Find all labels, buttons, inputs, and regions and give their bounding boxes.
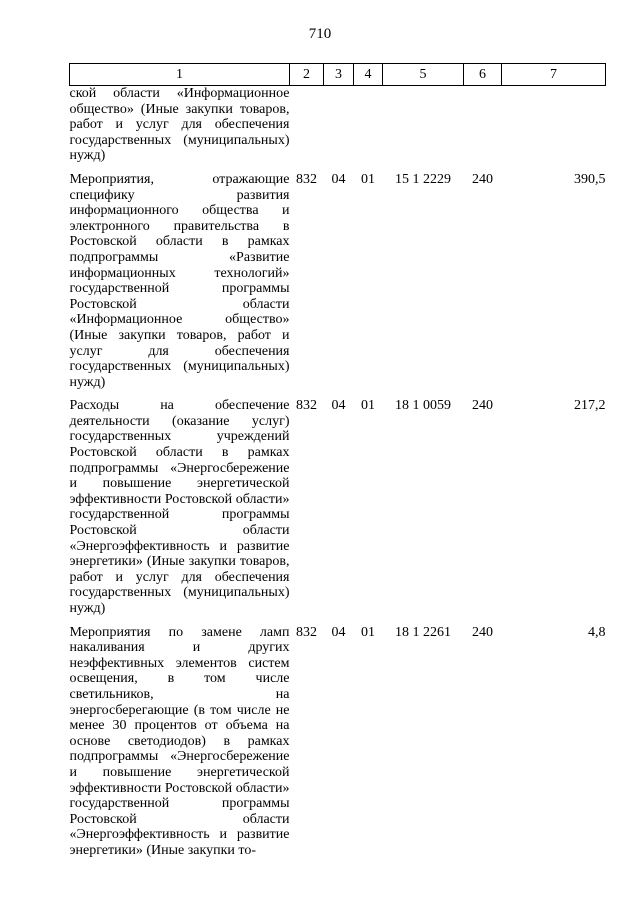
table-row [70, 398, 606, 616]
row-section: 04 [331, 171, 346, 187]
row-target-article: 15 1 2229 [395, 171, 451, 187]
row-description: Мероприятия, отражающие специфику развития информационного общества и электронного правительства в Ростовской области в рамках подпрограммы «Развитие информационных технологий» государственной программы Ростовской области «Информационное общество» (Иные закупки товаров, работ и услуг для обеспечения государственных (муниципальных) нужд) [69, 171, 290, 390]
row-subsection: 01 [361, 398, 375, 414]
row-target-article [383, 86, 464, 164]
column-header: 5 [383, 64, 464, 86]
row-description: ской области «Информационное общество» (Иные закупки товаров, работ и услуг для обеспечения государственных (муниципальных) нужд) [69, 86, 290, 164]
column-header: 3 [324, 64, 354, 86]
row-target-article: 18 1 0059 [395, 398, 451, 414]
row-spacer [70, 164, 606, 172]
row-target-article: 18 1 2261 [395, 624, 451, 640]
row-amount: 4,8 [588, 624, 606, 640]
row-admin-code: 832 [296, 171, 317, 187]
row-admin-code: 832 [296, 624, 317, 640]
column-header: 6 [464, 64, 502, 86]
column-header: 7 [502, 64, 606, 86]
row-expense-type: 240 [472, 624, 493, 640]
page-number: 710 [308, 26, 332, 42]
row-section [324, 86, 354, 164]
table-header-row [70, 64, 606, 86]
row-expense-type [464, 86, 502, 164]
row-amount [502, 86, 606, 164]
table-row [70, 172, 606, 390]
table-row [70, 86, 606, 164]
table-row [70, 625, 606, 859]
row-section: 04 [331, 398, 346, 414]
column-header: 1 [70, 64, 290, 86]
row-section: 04 [331, 624, 346, 640]
row-subsection: 01 [361, 171, 375, 187]
row-subsection: 01 [361, 624, 375, 640]
row-description: Расходы на обеспечение деятельности (оказание услуг) государственных учреждений Ростовской области в рамках подпрограммы «Энергосбережение и повышение энергетической эффективности Ростовской области» государственной программы Ростовской области «Энергоэффективность и развитие энергетики» (Иные закупки товаров, работ и услуг для обеспечения государственных (муниципальных) нужд) [69, 398, 290, 616]
row-expense-type: 240 [472, 398, 493, 414]
column-header: 4 [354, 64, 383, 86]
row-expense-type: 240 [472, 171, 493, 187]
row-admin-code [290, 86, 324, 164]
row-spacer [70, 390, 606, 398]
column-header: 2 [290, 64, 324, 86]
budget-table [69, 63, 606, 859]
row-description: Мероприятия по замене ламп накаливания и других неэффективных элементов систем освещения, в том числе светильников, на энергосберегающие (в том числе не менее 30 процентов от объема на основе светодиодов) в рамках подпрограммы «Энергосбережение и повышение энергетической эффективности Ростовской области» государственной программы Ростовской области «Энергоэффективность и развитие энергетики» (Иные закупки то- [69, 624, 290, 858]
row-spacer [70, 617, 606, 625]
row-amount: 390,5 [574, 171, 606, 187]
row-amount: 217,2 [574, 398, 606, 414]
row-admin-code: 832 [296, 398, 317, 414]
row-subsection [354, 86, 383, 164]
